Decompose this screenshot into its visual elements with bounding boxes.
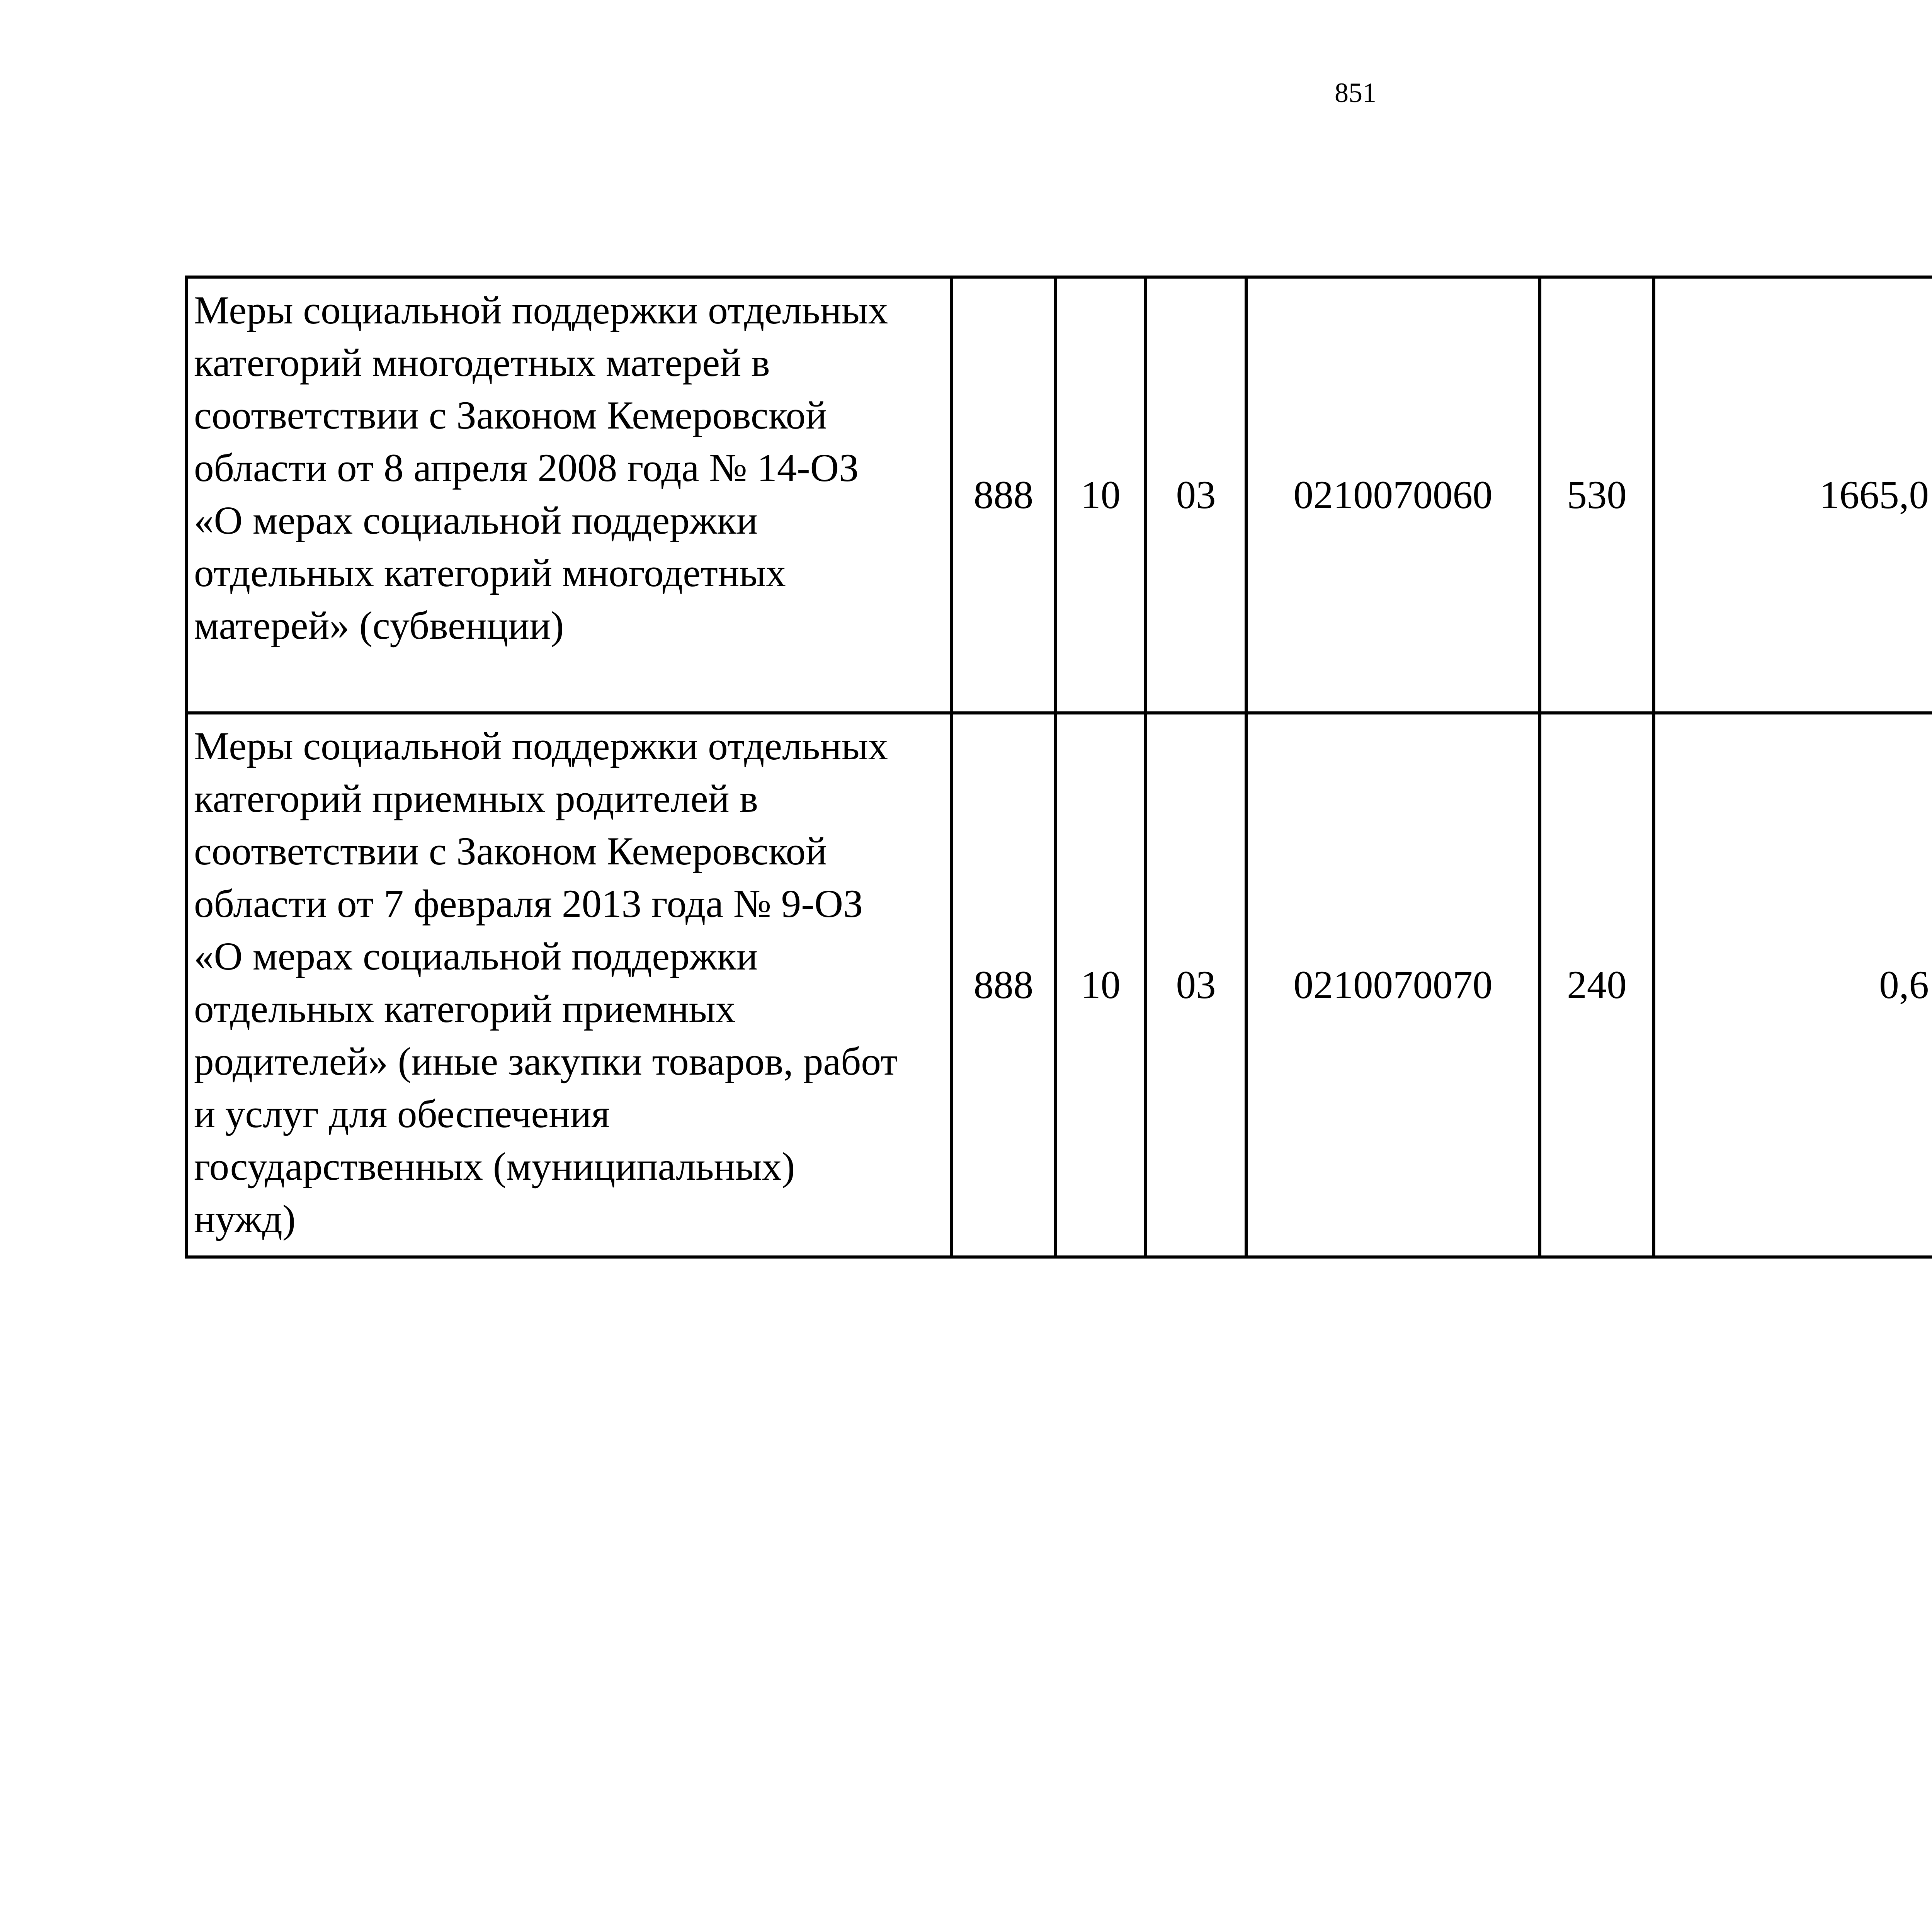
description-line: Меры социальной поддержки отдельных xyxy=(194,724,888,768)
description-line: области от 7 февраля 2013 года № 9-ОЗ xyxy=(194,882,863,926)
description-line: «О мерах социальной поддержки xyxy=(194,934,758,978)
description-line: соответствии с Законом Кемеровской xyxy=(194,829,827,873)
subsection-code-cell: 03 xyxy=(1146,713,1246,1257)
description-line: и услуг для обеспечения xyxy=(194,1092,610,1136)
ved-code-cell: 888 xyxy=(951,277,1056,713)
section-code-cell: 10 xyxy=(1056,713,1146,1257)
expense-type-code-cell: 530 xyxy=(1540,277,1654,713)
description-line: категорий приемных родителей в xyxy=(194,777,759,821)
description-line: «О мерах социальной поддержки xyxy=(194,498,758,543)
expense-type-code-cell: 240 xyxy=(1540,713,1654,1257)
description-line: Меры социальной поддержки отдельных xyxy=(194,288,888,332)
description-line: матерей» (субвенции) xyxy=(194,604,564,648)
row-description xyxy=(186,277,951,713)
amount-cell-1: 0,6 xyxy=(1654,713,1932,1257)
description-line: нужд) xyxy=(194,1197,296,1241)
description-line: отдельных категорий приемных xyxy=(194,987,736,1031)
target-article-code-cell: 0210070070 xyxy=(1246,713,1540,1257)
description-line: категорий многодетных матерей в xyxy=(194,341,770,385)
subsection-code-cell: 03 xyxy=(1146,277,1246,713)
page-number: 851 xyxy=(1335,77,1376,108)
ved-code-cell: 888 xyxy=(951,713,1056,1257)
table-row xyxy=(186,713,1932,1257)
target-article-code-cell: 0210070060 xyxy=(1246,277,1540,713)
description-line: государственных (муниципальных) xyxy=(194,1145,795,1189)
description-line: отдельных категорий многодетных xyxy=(194,551,786,595)
amount-cell-1: 1665,0 xyxy=(1654,277,1932,713)
description-line: родителей» (иные закупки товаров, работ xyxy=(194,1039,898,1084)
budget-table xyxy=(185,276,1932,1259)
section-code-cell: 10 xyxy=(1056,277,1146,713)
description-line: области от 8 апреля 2008 года № 14-ОЗ xyxy=(194,446,859,490)
table-row xyxy=(186,277,1932,713)
row-description xyxy=(186,713,951,1257)
description-line: соответствии с Законом Кемеровской xyxy=(194,393,827,437)
